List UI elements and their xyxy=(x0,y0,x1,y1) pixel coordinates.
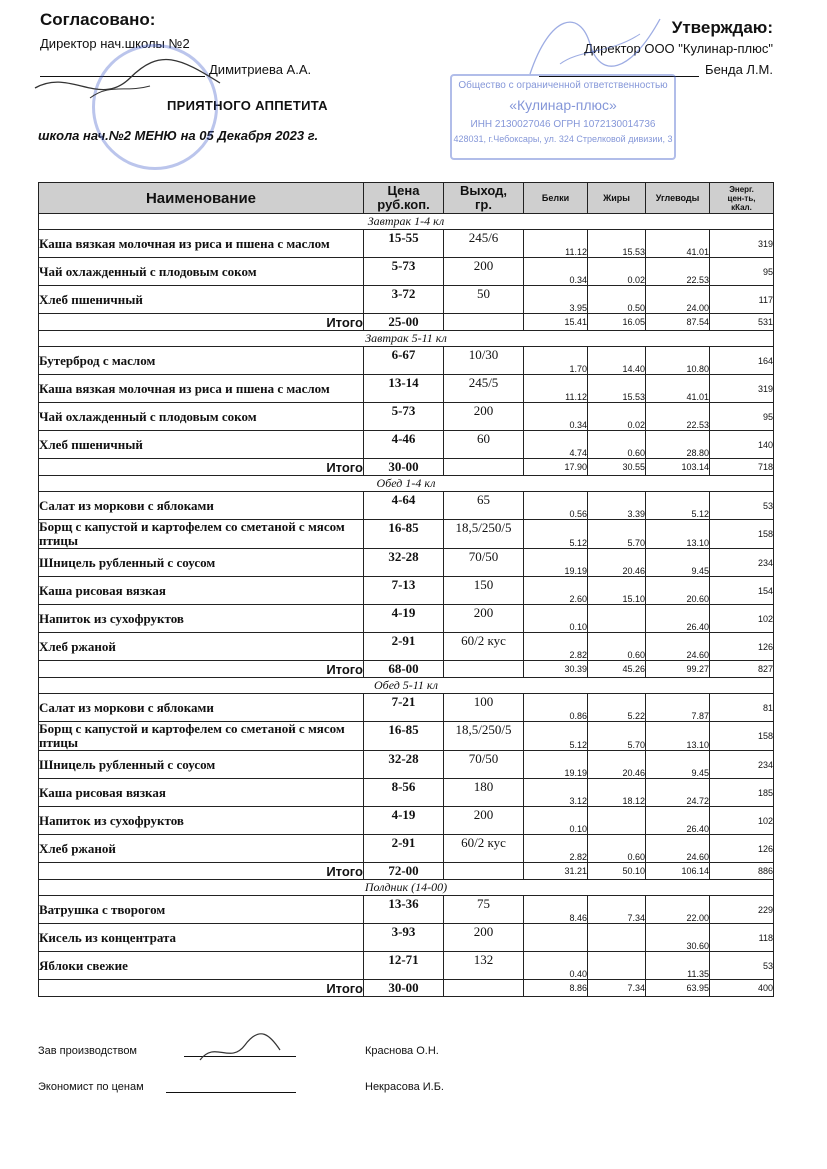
dish-price: 15-55 xyxy=(364,230,444,258)
table-row xyxy=(39,751,774,779)
table-row xyxy=(39,286,774,314)
dish-carbs: 26.40 xyxy=(646,807,710,835)
dish-name: Каша вязкая молочная из риса и пшена с маслом xyxy=(39,375,364,403)
dish-kcal: 102 xyxy=(710,807,774,835)
dish-name: Хлеб пшеничный xyxy=(39,431,364,459)
dish-kcal: 185 xyxy=(710,779,774,807)
table-row xyxy=(39,577,774,605)
total-protein: 30.39 xyxy=(524,661,588,678)
dish-carbs: 24.60 xyxy=(646,633,710,661)
company-stamp xyxy=(450,74,676,160)
dish-carbs: 22.53 xyxy=(646,403,710,431)
total-protein: 15.41 xyxy=(524,314,588,331)
approved-title: Согласовано: xyxy=(40,10,156,29)
dish-kcal: 126 xyxy=(710,633,774,661)
col-name-header: Наименование xyxy=(39,183,364,214)
dish-carbs: 28.80 xyxy=(646,431,710,459)
confirm-signer: Бенда Л.М. xyxy=(705,62,773,77)
dish-yield: 18,5/250/5 xyxy=(444,722,524,751)
total-carbs: 63.95 xyxy=(646,980,710,997)
total-fat: 50.10 xyxy=(588,863,646,880)
dish-yield: 245/5 xyxy=(444,375,524,403)
total-price: 30-00 xyxy=(364,980,444,997)
dish-fat: 3.39 xyxy=(588,492,646,520)
total-label: Итого xyxy=(39,314,364,331)
dish-name: Яблоки свежие xyxy=(39,952,364,980)
dish-yield: 75 xyxy=(444,896,524,924)
footer-signature-scribble xyxy=(195,1030,285,1070)
dish-price: 12-71 xyxy=(364,952,444,980)
dish-fat: 0.60 xyxy=(588,431,646,459)
dish-price: 4-19 xyxy=(364,605,444,633)
dish-protein: 11.12 xyxy=(524,375,588,403)
dish-fat: 0.02 xyxy=(588,258,646,286)
dish-fat: 14.40 xyxy=(588,347,646,375)
dish-kcal: 53 xyxy=(710,952,774,980)
table-row xyxy=(39,520,774,549)
dish-price: 2-91 xyxy=(364,633,444,661)
dish-fat: 0.60 xyxy=(588,835,646,863)
dish-price: 3-72 xyxy=(364,286,444,314)
footer-signature-line xyxy=(166,1092,296,1093)
total-row xyxy=(39,459,774,476)
total-kcal: 718 xyxy=(710,459,774,476)
right-signature-scribble xyxy=(520,4,670,84)
col-yield-header: Выход, гр. xyxy=(444,183,524,214)
total-row xyxy=(39,980,774,997)
dish-fat: 5.70 xyxy=(588,520,646,549)
confirm-title: Утверждаю: xyxy=(671,18,773,37)
dish-price: 16-85 xyxy=(364,520,444,549)
total-yield-empty xyxy=(444,314,524,331)
dish-carbs: 9.45 xyxy=(646,751,710,779)
col-kcal-header: Энерг. цен-ть, кКал. xyxy=(710,183,774,214)
table-row xyxy=(39,605,774,633)
total-row xyxy=(39,661,774,678)
dish-name: Шницель рубленный с соусом xyxy=(39,549,364,577)
dish-carbs: 30.60 xyxy=(646,924,710,952)
dish-name: Бутерброд с маслом xyxy=(39,347,364,375)
dish-kcal: 154 xyxy=(710,577,774,605)
section-row xyxy=(39,678,774,694)
total-fat: 16.05 xyxy=(588,314,646,331)
dish-carbs: 22.00 xyxy=(646,896,710,924)
dish-kcal: 117 xyxy=(710,286,774,314)
dish-price: 2-91 xyxy=(364,835,444,863)
dish-fat: 0.60 xyxy=(588,633,646,661)
dish-name: Напиток из сухофруктов xyxy=(39,807,364,835)
total-protein: 17.90 xyxy=(524,459,588,476)
dish-protein: 5.12 xyxy=(524,722,588,751)
total-row xyxy=(39,863,774,880)
dish-carbs: 24.00 xyxy=(646,286,710,314)
dish-yield: 200 xyxy=(444,807,524,835)
dish-carbs: 10.80 xyxy=(646,347,710,375)
dish-kcal: 234 xyxy=(710,751,774,779)
dish-name: Борщ с капустой и картофелем со сметаной с мясом птицы xyxy=(39,520,364,549)
total-yield-empty xyxy=(444,863,524,880)
dish-fat xyxy=(588,605,646,633)
dish-name: Чай охлажденный с плодовым соком xyxy=(39,403,364,431)
dish-fat: 5.70 xyxy=(588,722,646,751)
section-title: Полдник (14-00) xyxy=(39,880,774,896)
dish-protein: 19.19 xyxy=(524,751,588,779)
dish-carbs: 5.12 xyxy=(646,492,710,520)
table-row xyxy=(39,492,774,520)
table-row xyxy=(39,431,774,459)
dish-fat: 18.12 xyxy=(588,779,646,807)
dish-kcal: 158 xyxy=(710,722,774,751)
total-yield-empty xyxy=(444,980,524,997)
dish-carbs: 41.01 xyxy=(646,375,710,403)
total-kcal: 886 xyxy=(710,863,774,880)
table-row xyxy=(39,375,774,403)
dish-protein: 3.95 xyxy=(524,286,588,314)
table-row xyxy=(39,835,774,863)
dish-protein: 0.40 xyxy=(524,952,588,980)
dish-protein: 3.12 xyxy=(524,779,588,807)
dish-price: 3-93 xyxy=(364,924,444,952)
table-row xyxy=(39,896,774,924)
dish-kcal: 102 xyxy=(710,605,774,633)
table-row xyxy=(39,230,774,258)
footer-production-label: Зав производством xyxy=(38,1045,137,1057)
dish-yield: 60 xyxy=(444,431,524,459)
dish-kcal: 81 xyxy=(710,694,774,722)
dish-fat xyxy=(588,952,646,980)
stamp-line-2: «Кулинар-плюс» xyxy=(509,97,617,113)
dish-yield: 245/6 xyxy=(444,230,524,258)
total-price: 68-00 xyxy=(364,661,444,678)
dish-price: 4-46 xyxy=(364,431,444,459)
total-kcal: 827 xyxy=(710,661,774,678)
table-row xyxy=(39,347,774,375)
section-title: Завтрак 5-11 кл xyxy=(39,331,774,347)
section-row xyxy=(39,214,774,230)
dish-price: 4-64 xyxy=(364,492,444,520)
total-price: 30-00 xyxy=(364,459,444,476)
dish-fat: 15.53 xyxy=(588,375,646,403)
table-row xyxy=(39,952,774,980)
dish-name: Чай охлажденный с плодовым соком xyxy=(39,258,364,286)
footer-production-name: Краснова О.Н. xyxy=(365,1045,439,1057)
dish-protein: 11.12 xyxy=(524,230,588,258)
dish-fat xyxy=(588,924,646,952)
dish-carbs: 41.01 xyxy=(646,230,710,258)
footer-economist-name: Некрасова И.Б. xyxy=(365,1081,444,1093)
dish-protein: 0.34 xyxy=(524,403,588,431)
dish-kcal: 319 xyxy=(710,230,774,258)
total-label: Итого xyxy=(39,863,364,880)
total-carbs: 99.27 xyxy=(646,661,710,678)
dish-protein: 2.82 xyxy=(524,633,588,661)
dish-yield: 65 xyxy=(444,492,524,520)
table-row xyxy=(39,549,774,577)
dish-fat xyxy=(588,807,646,835)
dish-name: Каша вязкая молочная из риса и пшена с маслом xyxy=(39,230,364,258)
dish-price: 13-14 xyxy=(364,375,444,403)
dish-protein: 0.10 xyxy=(524,807,588,835)
total-kcal: 400 xyxy=(710,980,774,997)
table-row xyxy=(39,258,774,286)
section-row xyxy=(39,331,774,347)
dish-price: 13-36 xyxy=(364,896,444,924)
section-row xyxy=(39,880,774,896)
total-label: Итого xyxy=(39,459,364,476)
dish-price: 7-13 xyxy=(364,577,444,605)
table-header-row xyxy=(39,183,774,214)
total-label: Итого xyxy=(39,980,364,997)
dish-protein: 8.46 xyxy=(524,896,588,924)
dish-name: Салат из моркови с яблоками xyxy=(39,492,364,520)
dish-carbs: 13.10 xyxy=(646,722,710,751)
table-row xyxy=(39,924,774,952)
total-yield-empty xyxy=(444,459,524,476)
col-carbs-header: Углеводы xyxy=(646,183,710,214)
dish-name: Хлеб пшеничный xyxy=(39,286,364,314)
dish-carbs: 11.35 xyxy=(646,952,710,980)
dish-protein: 4.74 xyxy=(524,431,588,459)
dish-price: 6-67 xyxy=(364,347,444,375)
dish-protein xyxy=(524,924,588,952)
dish-price: 8-56 xyxy=(364,779,444,807)
menu-table-body xyxy=(39,214,774,997)
dish-fat: 20.46 xyxy=(588,549,646,577)
page-subtitle: ПРИЯТНОГО АППЕТИТА xyxy=(167,98,328,113)
dish-yield: 60/2 кус xyxy=(444,633,524,661)
dish-carbs: 24.60 xyxy=(646,835,710,863)
total-price: 25-00 xyxy=(364,314,444,331)
dish-protein: 2.82 xyxy=(524,835,588,863)
table-row xyxy=(39,722,774,751)
dish-name: Каша рисовая вязкая xyxy=(39,779,364,807)
table-row xyxy=(39,807,774,835)
table-row xyxy=(39,633,774,661)
dish-fat: 15.53 xyxy=(588,230,646,258)
page-title: школа нач.№2 МЕНЮ на 05 Декабря 2023 г. xyxy=(38,128,319,143)
dish-yield: 100 xyxy=(444,694,524,722)
dish-name: Хлеб ржаной xyxy=(39,633,364,661)
table-row xyxy=(39,694,774,722)
dish-price: 32-28 xyxy=(364,751,444,779)
dish-protein: 0.34 xyxy=(524,258,588,286)
dish-yield: 60/2 кус xyxy=(444,835,524,863)
dish-yield: 200 xyxy=(444,924,524,952)
dish-name: Ватрушка с творогом xyxy=(39,896,364,924)
dish-price: 5-73 xyxy=(364,258,444,286)
dish-kcal: 140 xyxy=(710,431,774,459)
dish-name: Хлеб ржаной xyxy=(39,835,364,863)
dish-carbs: 26.40 xyxy=(646,605,710,633)
col-fat-header: Жиры xyxy=(588,183,646,214)
dish-kcal: 95 xyxy=(710,403,774,431)
dish-kcal: 234 xyxy=(710,549,774,577)
section-title: Завтрак 1-4 кл xyxy=(39,214,774,230)
total-protein: 8.86 xyxy=(524,980,588,997)
dish-carbs: 20.60 xyxy=(646,577,710,605)
table-row xyxy=(39,779,774,807)
dish-yield: 200 xyxy=(444,403,524,431)
total-carbs: 103.14 xyxy=(646,459,710,476)
total-row xyxy=(39,314,774,331)
dish-price: 7-21 xyxy=(364,694,444,722)
total-yield-empty xyxy=(444,661,524,678)
total-fat: 45.26 xyxy=(588,661,646,678)
dish-fat: 0.02 xyxy=(588,403,646,431)
dish-carbs: 24.72 xyxy=(646,779,710,807)
total-label: Итого xyxy=(39,661,364,678)
total-carbs: 87.54 xyxy=(646,314,710,331)
stamp-line-4: 428031, г.Чебоксары, ул. 324 Стрелковой дивизии, 3 xyxy=(453,134,673,144)
dish-protein: 0.86 xyxy=(524,694,588,722)
dish-fat: 20.46 xyxy=(588,751,646,779)
dish-yield: 200 xyxy=(444,605,524,633)
dish-yield: 18,5/250/5 xyxy=(444,520,524,549)
dish-yield: 150 xyxy=(444,577,524,605)
dish-price: 32-28 xyxy=(364,549,444,577)
dish-name: Каша рисовая вязкая xyxy=(39,577,364,605)
total-fat: 7.34 xyxy=(588,980,646,997)
dish-fat: 7.34 xyxy=(588,896,646,924)
table-row xyxy=(39,403,774,431)
dish-carbs: 9.45 xyxy=(646,549,710,577)
total-protein: 31.21 xyxy=(524,863,588,880)
total-fat: 30.55 xyxy=(588,459,646,476)
stamp-line-1: Общество с ограниченной ответственностью xyxy=(458,80,668,91)
dish-protein: 0.10 xyxy=(524,605,588,633)
dish-carbs: 13.10 xyxy=(646,520,710,549)
dish-yield: 200 xyxy=(444,258,524,286)
col-price-header: Цена руб.коп. xyxy=(364,183,444,214)
dish-yield: 132 xyxy=(444,952,524,980)
approved-position: Директор нач.школы №2 xyxy=(40,36,190,51)
col-protein-header: Белки xyxy=(524,183,588,214)
dish-protein: 0.56 xyxy=(524,492,588,520)
dish-protein: 19.19 xyxy=(524,549,588,577)
section-title: Обед 5-11 кл xyxy=(39,678,774,694)
dish-carbs: 22.53 xyxy=(646,258,710,286)
dish-price: 4-19 xyxy=(364,807,444,835)
dish-protein: 1.70 xyxy=(524,347,588,375)
stamp-line-3: ИНН 2130027046 ОГРН 1072130014736 xyxy=(470,119,656,130)
dish-kcal: 158 xyxy=(710,520,774,549)
left-signature-scribble xyxy=(30,48,230,118)
dish-name: Напиток из сухофруктов xyxy=(39,605,364,633)
approved-signer: Димитриева А.А. xyxy=(209,62,312,77)
dish-yield: 70/50 xyxy=(444,751,524,779)
dish-price: 16-85 xyxy=(364,722,444,751)
dish-kcal: 229 xyxy=(710,896,774,924)
dish-price: 5-73 xyxy=(364,403,444,431)
dish-name: Борщ с капустой и картофелем со сметаной с мясом птицы xyxy=(39,722,364,751)
dish-name: Салат из моркови с яблоками xyxy=(39,694,364,722)
dish-yield: 50 xyxy=(444,286,524,314)
dish-name: Шницель рубленный с соусом xyxy=(39,751,364,779)
dish-protein: 5.12 xyxy=(524,520,588,549)
dish-kcal: 118 xyxy=(710,924,774,952)
total-price: 72-00 xyxy=(364,863,444,880)
dish-yield: 180 xyxy=(444,779,524,807)
dish-name: Кисель из концентрата xyxy=(39,924,364,952)
dish-kcal: 319 xyxy=(710,375,774,403)
dish-kcal: 95 xyxy=(710,258,774,286)
confirm-position: Директор ООО "Кулинар-плюс" xyxy=(584,41,773,56)
dish-kcal: 164 xyxy=(710,347,774,375)
footer-economist-label: Экономист по ценам xyxy=(38,1081,144,1093)
dish-yield: 70/50 xyxy=(444,549,524,577)
dish-yield: 10/30 xyxy=(444,347,524,375)
dish-protein: 2.60 xyxy=(524,577,588,605)
dish-kcal: 53 xyxy=(710,492,774,520)
dish-carbs: 7.87 xyxy=(646,694,710,722)
dish-fat: 5.22 xyxy=(588,694,646,722)
total-kcal: 531 xyxy=(710,314,774,331)
section-title: Обед 1-4 кл xyxy=(39,476,774,492)
total-carbs: 106.14 xyxy=(646,863,710,880)
dish-fat: 15.10 xyxy=(588,577,646,605)
menu-table xyxy=(38,182,774,997)
section-row xyxy=(39,476,774,492)
dish-fat: 0.50 xyxy=(588,286,646,314)
dish-kcal: 126 xyxy=(710,835,774,863)
